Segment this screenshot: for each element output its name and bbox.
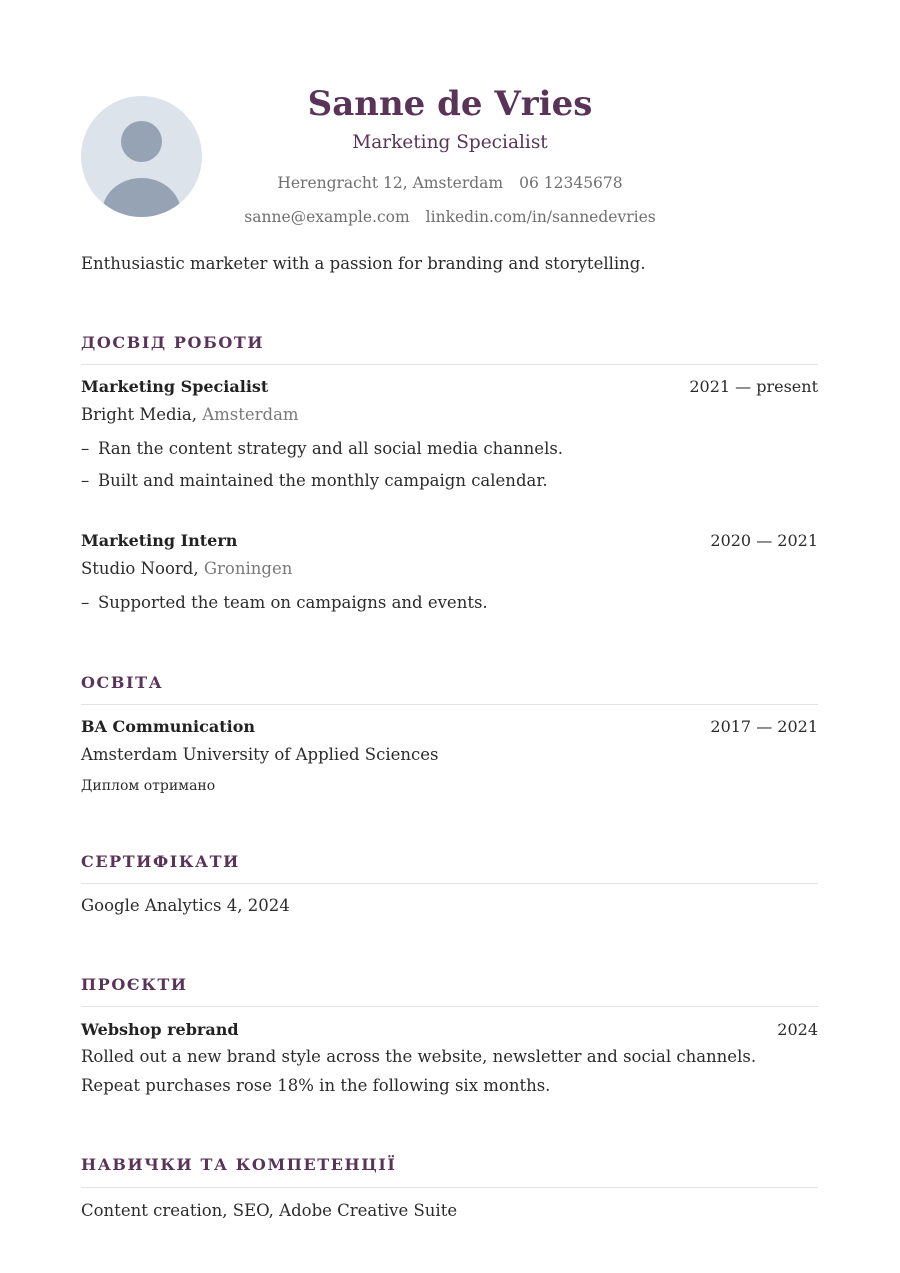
education-dates: 2017 — 2021	[710, 717, 818, 736]
project-name: Webshop rebrand	[81, 1020, 239, 1039]
linkedin-link[interactable]: linkedin.com/in/sannedevries	[425, 208, 656, 226]
candidate-name: Sanne de Vries	[307, 84, 593, 124]
section-title-skills: НАВИЧКИ ТА КОМПЕТЕНЦІЇ	[81, 1155, 397, 1174]
address: Herengracht 12, Amsterdam	[277, 174, 504, 192]
job-company-line: Bright Media, Amsterdam	[81, 405, 299, 424]
job-bullet: – Ran the content strategy and all social media channels.	[81, 439, 564, 458]
section-title-projects: ПРОЄКТИ	[81, 975, 188, 994]
bullet-text: Supported the team on campaigns and events.	[98, 593, 488, 612]
section-divider	[81, 364, 818, 365]
section-divider	[81, 883, 818, 884]
job-dates: 2020 — 2021	[710, 531, 818, 550]
section-title-experience: ДОСВІД РОБОТИ	[81, 333, 265, 352]
school: Amsterdam University of Applied Sciences	[81, 745, 439, 764]
avatar-head-shape	[121, 121, 162, 162]
phone[interactable]: 06 12345678	[519, 174, 623, 192]
summary: Enthusiastic marketer with a passion for branding and storytelling.	[81, 254, 646, 273]
company: Studio Noord	[81, 559, 194, 578]
section-divider	[81, 1187, 818, 1188]
company-city: Groningen	[203, 559, 293, 578]
section-divider	[81, 1006, 818, 1007]
job-role: Marketing Specialist	[81, 377, 269, 396]
email-link[interactable]: sanne@example.com	[244, 208, 410, 226]
job-company-line: Studio Noord, Groningen	[81, 559, 293, 578]
section-title-education: ОСВІТА	[81, 673, 164, 692]
education-note: Диплом отримано	[81, 778, 216, 794]
job-bullet: – Supported the team on campaigns and events.	[81, 593, 488, 612]
job-bullet: – Built and maintained the monthly campaign calendar.	[81, 471, 548, 490]
contact-row-1	[200, 173, 700, 193]
bullet-text: Ran the content strategy and all social media channels.	[98, 439, 564, 458]
certificate-item: Google Analytics 4, 2024	[81, 896, 290, 915]
avatar-placeholder-icon	[81, 96, 202, 217]
bullet-text: Built and maintained the monthly campaign calendar.	[98, 471, 548, 490]
project-description: Rolled out a new brand style across the website, newsletter and social channels. Repeat purchases rose 18% in the following six months.	[81, 1047, 757, 1095]
job-title: Marketing Specialist	[352, 132, 548, 153]
job-role: Marketing Intern	[81, 531, 238, 550]
company-city: Amsterdam	[202, 405, 299, 424]
section-title-certificates: СЕРТИФІКАТИ	[81, 852, 240, 871]
company: Bright Media	[81, 405, 192, 424]
job-dates: 2021 — present	[689, 377, 818, 396]
degree: BA Communication	[81, 717, 255, 736]
contact-row-2	[200, 207, 700, 227]
section-divider	[81, 704, 818, 705]
project-year: 2024	[777, 1020, 818, 1039]
skills-list: Content creation, SEO, Adobe Creative Suite	[81, 1201, 458, 1220]
avatar-body-shape	[102, 178, 181, 217]
